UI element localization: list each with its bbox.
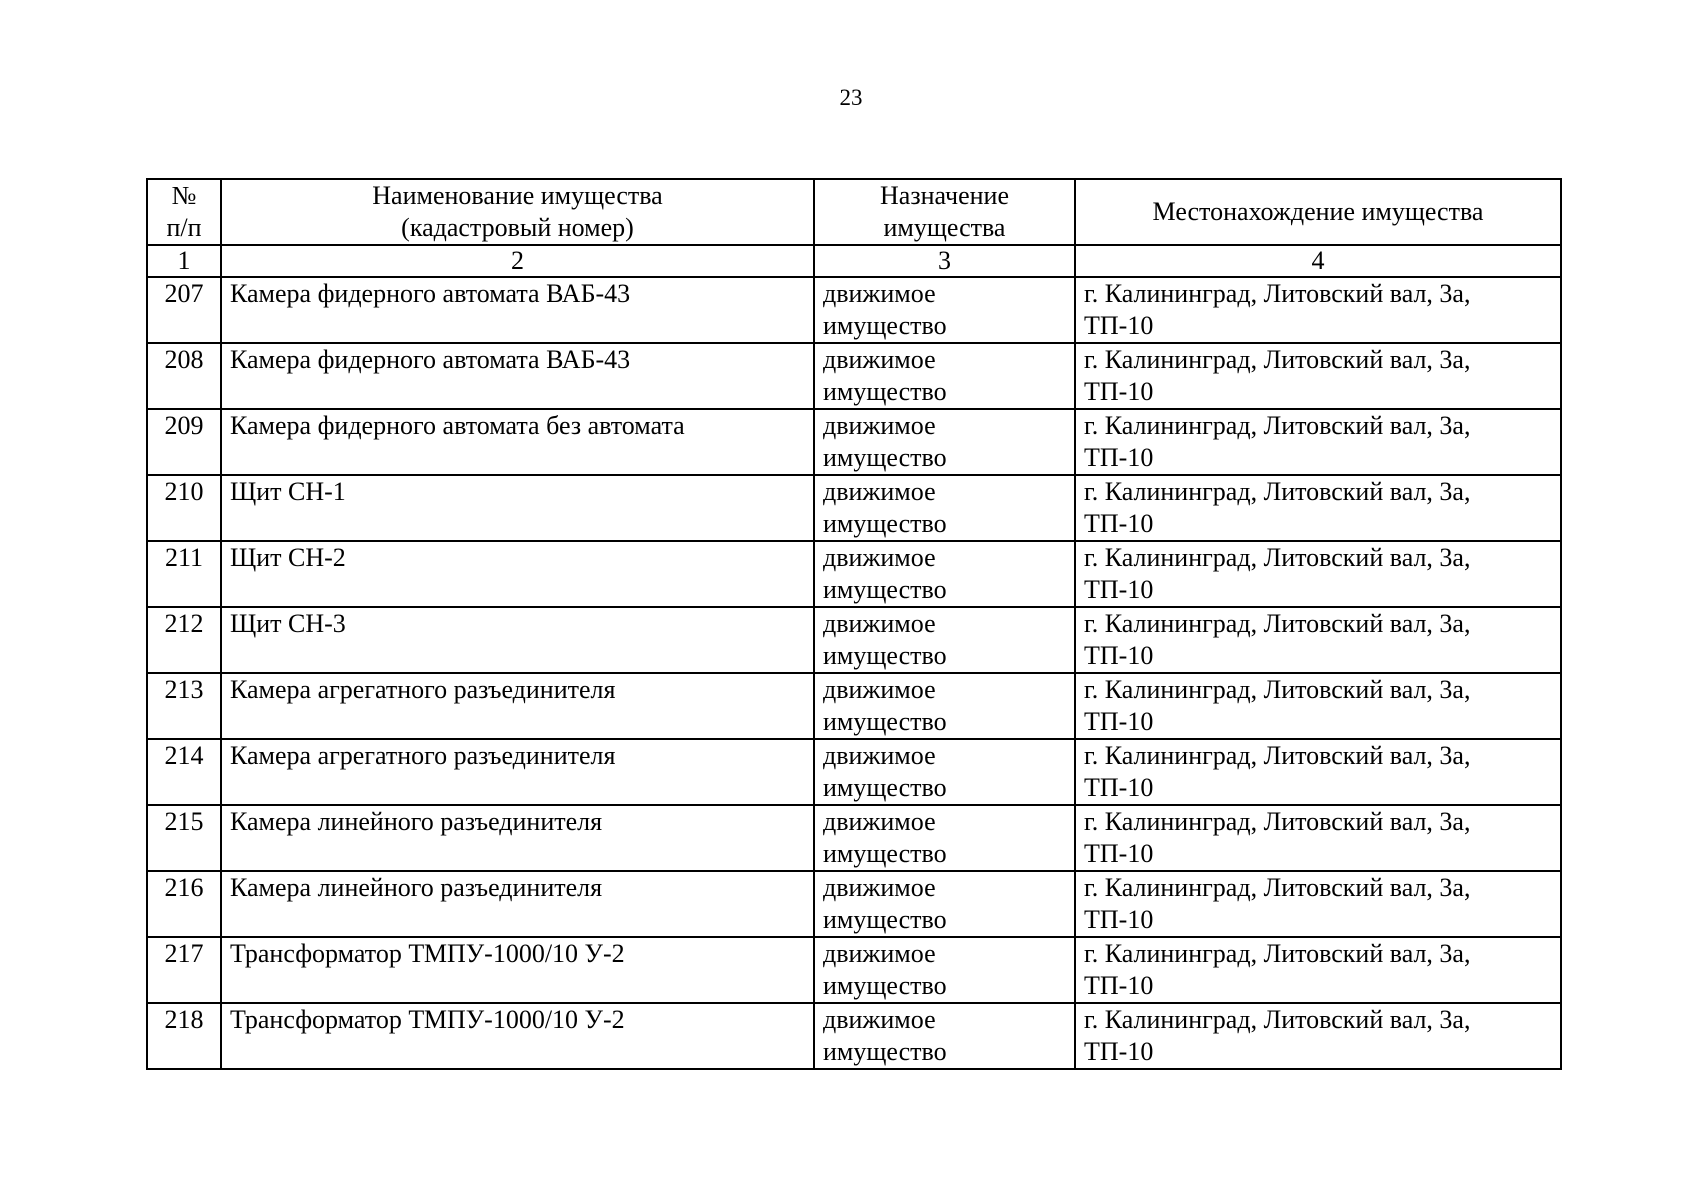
header-purpose-line1: Назначение xyxy=(880,181,1009,210)
header-no-line2: п/п xyxy=(166,213,202,242)
table-row xyxy=(147,277,1561,343)
row-number-cell: 218 xyxy=(147,1003,221,1069)
table-row xyxy=(147,409,1561,475)
property-location-cell xyxy=(1075,409,1561,475)
purpose-line: имущество xyxy=(823,773,947,802)
location-line: г. Калининград, Литовский вал, 3а, xyxy=(1084,873,1471,902)
property-purpose-cell xyxy=(814,871,1075,937)
row-number-cell: 216 xyxy=(147,871,221,937)
location-line: ТП-10 xyxy=(1084,905,1154,934)
location-line: г. Калининград, Литовский вал, 3а, xyxy=(1084,609,1471,638)
property-name-cell: Трансформатор ТМПУ-1000/10 У-2 xyxy=(221,937,814,1003)
property-purpose-cell xyxy=(814,607,1075,673)
purpose-line: движимое xyxy=(823,609,936,638)
property-location-cell xyxy=(1075,277,1561,343)
header-location: Местонахождение имущества xyxy=(1075,179,1561,245)
location-line: г. Калининград, Литовский вал, 3а, xyxy=(1084,477,1471,506)
purpose-line: движимое xyxy=(823,939,936,968)
property-purpose-cell xyxy=(814,739,1075,805)
property-location-cell xyxy=(1075,805,1561,871)
header-purpose-line2: имущества xyxy=(883,213,1006,242)
location-line: г. Калининград, Литовский вал, 3а, xyxy=(1084,939,1471,968)
purpose-line: имущество xyxy=(823,641,947,670)
property-name-cell: Камера агрегатного разъединителя xyxy=(221,673,814,739)
property-location-cell xyxy=(1075,607,1561,673)
table-row xyxy=(147,937,1561,1003)
location-line: ТП-10 xyxy=(1084,641,1154,670)
purpose-line: имущество xyxy=(823,1037,947,1066)
table-row xyxy=(147,541,1561,607)
property-location-cell xyxy=(1075,937,1561,1003)
header-no xyxy=(147,179,221,245)
column-number: 3 xyxy=(814,245,1075,277)
location-line: г. Калининград, Литовский вал, 3а, xyxy=(1084,741,1471,770)
location-line: ТП-10 xyxy=(1084,707,1154,736)
row-number-cell: 212 xyxy=(147,607,221,673)
location-line: ТП-10 xyxy=(1084,311,1154,340)
table-row xyxy=(147,805,1561,871)
header-name xyxy=(221,179,814,245)
purpose-line: движимое xyxy=(823,477,936,506)
property-purpose-cell xyxy=(814,673,1075,739)
table-row xyxy=(147,1003,1561,1069)
property-name-cell: Щит СН-1 xyxy=(221,475,814,541)
property-table xyxy=(146,178,1562,1070)
purpose-line: имущество xyxy=(823,707,947,736)
property-location-cell xyxy=(1075,1003,1561,1069)
property-location-cell xyxy=(1075,739,1561,805)
row-number-cell: 217 xyxy=(147,937,221,1003)
location-line: г. Калининград, Литовский вал, 3а, xyxy=(1084,543,1471,572)
header-no-line1: № xyxy=(171,181,197,210)
column-number-row xyxy=(147,245,1561,277)
page-number: 23 xyxy=(839,85,863,110)
property-purpose-cell xyxy=(814,541,1075,607)
purpose-line: движимое xyxy=(823,807,936,836)
property-name-cell: Камера фидерного автомата ВАБ-43 xyxy=(221,343,814,409)
location-line: ТП-10 xyxy=(1084,575,1154,604)
table-row xyxy=(147,475,1561,541)
table-body xyxy=(147,277,1561,1069)
location-line: г. Калининград, Литовский вал, 3а, xyxy=(1084,411,1471,440)
property-name-cell: Камера агрегатного разъединителя xyxy=(221,739,814,805)
row-number-cell: 211 xyxy=(147,541,221,607)
row-number-cell: 213 xyxy=(147,673,221,739)
table-row xyxy=(147,871,1561,937)
purpose-line: движимое xyxy=(823,411,936,440)
property-name-cell: Камера фидерного автомата ВАБ-43 xyxy=(221,277,814,343)
purpose-line: движимое xyxy=(823,741,936,770)
row-number-cell: 214 xyxy=(147,739,221,805)
column-number: 4 xyxy=(1075,245,1561,277)
location-line: ТП-10 xyxy=(1084,773,1154,802)
purpose-line: имущество xyxy=(823,377,947,406)
row-number-cell: 210 xyxy=(147,475,221,541)
property-purpose-cell xyxy=(814,937,1075,1003)
property-purpose-cell xyxy=(814,277,1075,343)
property-purpose-cell xyxy=(814,409,1075,475)
purpose-line: движимое xyxy=(823,279,936,308)
purpose-line: имущество xyxy=(823,311,947,340)
property-name-cell: Щит СН-3 xyxy=(221,607,814,673)
property-name-cell: Трансформатор ТМПУ-1000/10 У-2 xyxy=(221,1003,814,1069)
property-name-cell: Щит СН-2 xyxy=(221,541,814,607)
location-line: г. Калининград, Литовский вал, 3а, xyxy=(1084,345,1471,374)
purpose-line: движимое xyxy=(823,543,936,572)
location-line: ТП-10 xyxy=(1084,509,1154,538)
column-number: 1 xyxy=(147,245,221,277)
column-number: 2 xyxy=(221,245,814,277)
purpose-line: имущество xyxy=(823,905,947,934)
purpose-line: имущество xyxy=(823,575,947,604)
property-name-cell: Камера линейного разъединителя xyxy=(221,871,814,937)
location-line: ТП-10 xyxy=(1084,443,1154,472)
property-purpose-cell xyxy=(814,805,1075,871)
table-row xyxy=(147,607,1561,673)
location-line: ТП-10 xyxy=(1084,971,1154,1000)
table-row xyxy=(147,673,1561,739)
location-line: г. Калининград, Литовский вал, 3а, xyxy=(1084,675,1471,704)
row-number-cell: 209 xyxy=(147,409,221,475)
row-number-cell: 208 xyxy=(147,343,221,409)
header-name-line2: (кадастровый номер) xyxy=(401,213,634,242)
row-number-cell: 215 xyxy=(147,805,221,871)
header-row xyxy=(147,179,1561,245)
purpose-line: имущество xyxy=(823,971,947,1000)
location-line: ТП-10 xyxy=(1084,1037,1154,1066)
property-location-cell xyxy=(1075,871,1561,937)
purpose-line: имущество xyxy=(823,839,947,868)
property-location-cell xyxy=(1075,673,1561,739)
property-name-cell: Камера фидерного автомата без автомата xyxy=(221,409,814,475)
location-line: г. Калининград, Литовский вал, 3а, xyxy=(1084,1005,1471,1034)
table-row xyxy=(147,739,1561,805)
purpose-line: движимое xyxy=(823,1005,936,1034)
location-line: ТП-10 xyxy=(1084,839,1154,868)
header-purpose xyxy=(814,179,1075,245)
header-name-line1: Наименование имущества xyxy=(372,181,663,210)
purpose-line: имущество xyxy=(823,509,947,538)
location-line: г. Калининград, Литовский вал, 3а, xyxy=(1084,279,1471,308)
location-line: г. Калининград, Литовский вал, 3а, xyxy=(1084,807,1471,836)
purpose-line: имущество xyxy=(823,443,947,472)
property-location-cell xyxy=(1075,343,1561,409)
table-row xyxy=(147,343,1561,409)
property-purpose-cell xyxy=(814,343,1075,409)
property-purpose-cell xyxy=(814,475,1075,541)
row-number-cell: 207 xyxy=(147,277,221,343)
location-line: ТП-10 xyxy=(1084,377,1154,406)
purpose-line: движимое xyxy=(823,873,936,902)
property-purpose-cell xyxy=(814,1003,1075,1069)
purpose-line: движимое xyxy=(823,345,936,374)
property-name-cell: Камера линейного разъединителя xyxy=(221,805,814,871)
property-location-cell xyxy=(1075,541,1561,607)
purpose-line: движимое xyxy=(823,675,936,704)
property-location-cell xyxy=(1075,475,1561,541)
